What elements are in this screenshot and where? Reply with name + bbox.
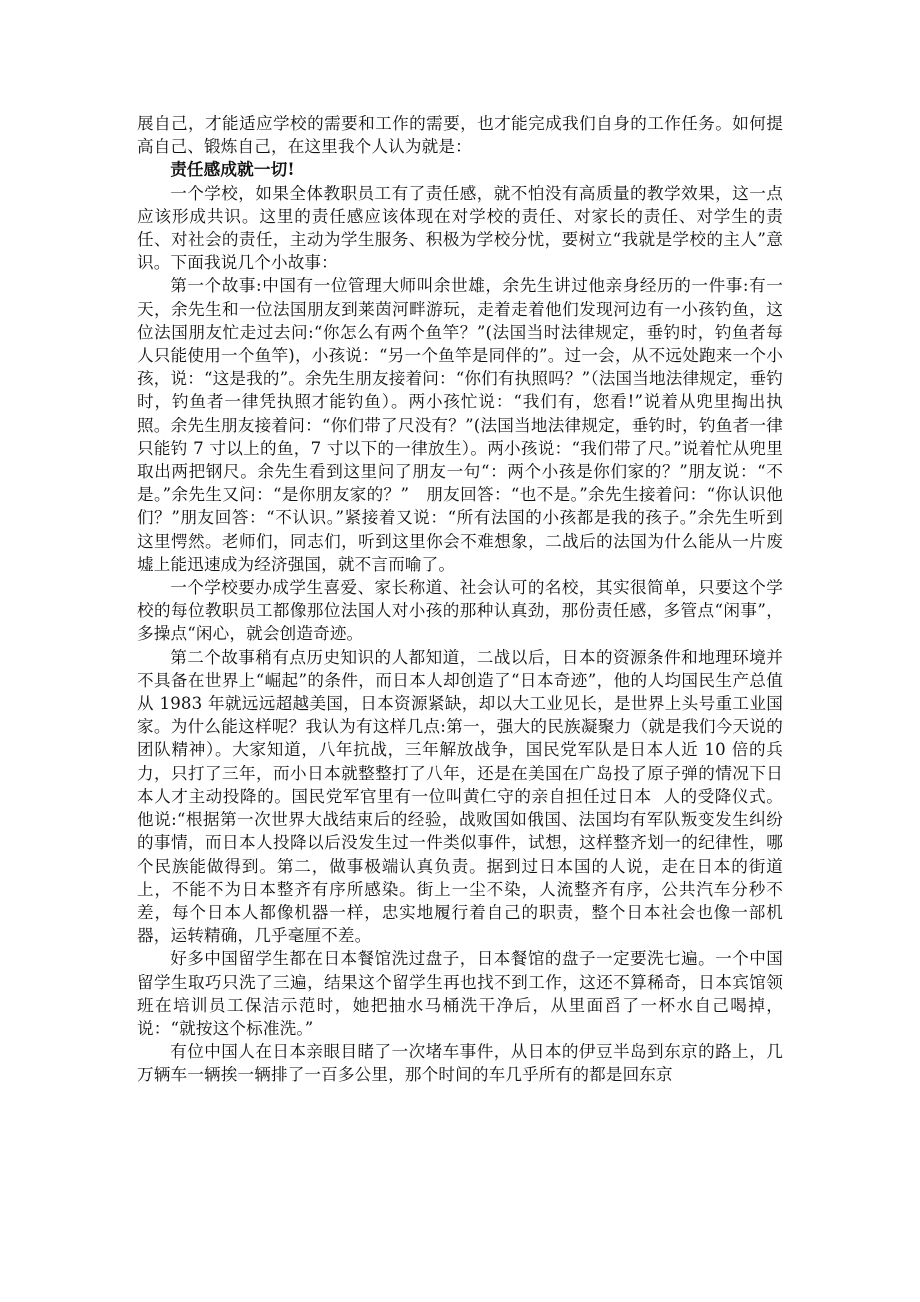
paragraph-continuation: 展自己，才能适应学校的需要和工作的需要，也才能完成我们自身的工作任务。如何提高自己、锻炼自己，在这里我个人认为就是： [137,114,783,157]
paragraph-intro: 一个学校，如果全体教职员工有了责任感，就不怕没有高质量的教学效果，这一点应该形成共识。这里的责任感应该体现在对学校的责任、对家长的责任、对学生的责任、对社会的责任，主动为学生服务、积极为学校分忧，要树立“我就是学校的主人”意识。下面我说几个小故事： [137,183,783,273]
document-body [137,112,783,1087]
section-heading: 责任感成就一切! [170,159,295,180]
paragraph-traffic-jam: 有位中国人在日本亲眼目睹了一次堵车事件，从日本的伊豆半岛到东京的路上，几万辆车一辆挨一辆排了一百多公里，那个时间的车几乎所有的都是回东京 [137,1042,783,1085]
paragraph-story-two: 第二个故事稍有点历史知识的人都知道，二战以后，日本的资源条件和地理环境并不具备在世界上“崛起”的条件，而日本人却创造了“日本奇迹”，他的人均国民生产总值从 1983 年就远远超越美国，日本资源紧缺，却以大工业见长，是世界上头号重工业国家。为什么能这样呢？我认为有这样几点:第一，强大的民族凝聚力（就是我们今天说的团队精神）。大家知道，八年抗战，三年解放战争，国民党军队是日本人近 10 倍的兵力，只打了三年，而小日本就整整打了八年，还是在美国在广岛投了原子弹的情况下日本人才主动投降的。国民党军官里有一位叫黄仁守的亲自担任过日本 人的受降仪式。他说:“根据第一次世界大战结束后的经验，战败国如俄国、法国均有军队叛变发生纠纷的事情，而日本人投降以后没发生过一件类似事件，试想，这样整齐划一的纪律性，哪个民族能做得到。第二，做事极端认真负责。据到过日本国的人说，走在日本的街道上，不能不为日本整齐有序所感染。街上一尘不染，人流整齐有序，公共汽车分秒不差，每个日本人都像机器一样，忠实地履行着自己的职责，整个日本社会也像一部机器，运转精确，几乎毫厘不差。 [137,647,783,946]
paragraph-dishwashing: 好多中国留学生都在日本餐馆洗过盘子，日本餐馆的盘子一定要洗七遍。一个中国留学生取巧只洗了三遍，结果这个留学生再也找不到工作，这还不算稀奇，日本宾馆领班在培训员工保洁示范时，她把抽水马桶洗干净后，从里面舀了一杯水自己喝掉，说：“就按这个标准洗。” [137,949,783,1038]
paragraph-story-one: 第一个故事:中国有一位管理大师叫余世雄，余先生讲过他亲身经历的一件事:有一天，余先生和一位法国朋友到莱茵河畔游玩，走着走着他们发现河边有一小孩钓鱼，这位法国朋友忙走过去问:“你怎么有两个鱼竿？”(法国当时法律规定，垂钓时，钓鱼者每人只能使用一个鱼竿)，小孩说：“另一个鱼竿是同伴的”。过一会，从不远处跑来一个小孩，说：“这是我的”。余先生朋友接着问：“你们有执照吗？”（法国当地法律规定，垂钓时，钓鱼者一律凭执照才能钓鱼）。两小孩忙说：“我们有，您看!”说着从兜里掏出执照。余先生朋友接着问：“你们带了尺没有？”(法国当地法律规定，垂钓时，钓鱼者一律只能钓 7 寸以上的鱼，7 寸以下的一律放生）。两小孩说：“我们带了尺。”说着忙从兜里取出两把钢尺。余先生看到这里问了朋友一句“：两个小孩是你们家的？”朋友说：“不是。”余先生又问：“是你朋友家的？” 朋友回答：“也不是。”余先生接着问：“你认识他们？”朋友回答：“不认识。”紧接着又说：“所有法国的小孩都是我的孩子。”余先生听到这里愕然。老师们，同志们，听到这里你会不难想象，二战后的法国为什么能从一片废墟上能迅速成为经济强国，就不言而喻了。 [137,276,783,574]
paragraph-school-lesson: 一个学校要办成学生喜爱、家长称道、社会认可的名校，其实很简单，只要这个学校的每位教职员工都像那位法国人对小孩的那种认真劲，那份责任感，多管点“闲事”，多操点“闲心，就会创造奇迹。 [137,578,783,644]
